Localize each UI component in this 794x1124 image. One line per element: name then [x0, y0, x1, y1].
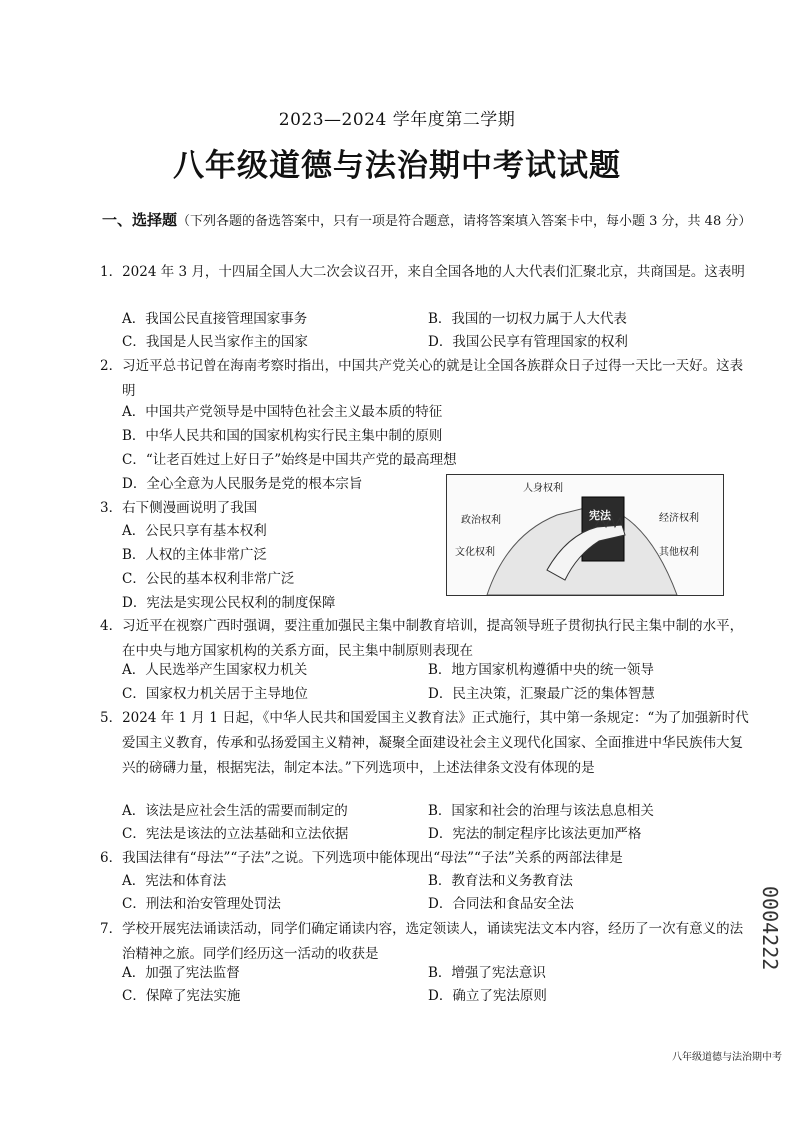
option-d: D．宪法是实现公民权利的制度保障 [122, 595, 336, 611]
option-d: D．全心全意为人民服务是党的根本宗旨 [122, 476, 363, 492]
exam-term: 2023—2024 学年度第二学期 [278, 110, 516, 130]
figure-label: 人身权利 [523, 483, 563, 494]
option-a: A．加强了宪法监督 [122, 965, 240, 981]
figure-label: 经济权利 [659, 513, 699, 524]
question-stem: 3．右下侧漫画说明了我国 [100, 500, 258, 516]
section-instruction: （下列各题的备选答案中，只有一项是符合题意，请将答案填入答案卡中，每小题 3 分，共 48 分） [177, 214, 752, 229]
option-a: A．宪法和体育法 [122, 873, 227, 889]
option-a: A．该法是应社会生活的需要而制定的 [122, 803, 348, 819]
option-d: D．合同法和食品安全法 [428, 896, 574, 912]
question-6 [100, 846, 750, 871]
question-stem: 7．学校开展宪法诵读活动，同学们确定诵读内容，选定领读人，诵读宪法文本内容，经历了一次有意义的法治精神之旅。同学们经历这一活动的收获是 [100, 921, 744, 962]
option-b: B．中华人民共和国的国家机构实行民主集中制的原则 [122, 428, 443, 444]
section-heading [102, 208, 752, 234]
option-d: D．宪法的制定程序比该法更加严格 [428, 826, 642, 842]
option-d: D．确立了宪法原则 [428, 988, 547, 1004]
section-title: 一、选择题 [102, 211, 178, 229]
option-a: A．公民只享有基本权利 [122, 523, 267, 539]
book-title: 宪法 [589, 509, 611, 522]
figure-label: 文化权利 [455, 547, 495, 558]
option-c: C．保障了宪法实施 [122, 988, 241, 1004]
option-c: C．国家权力机关居于主导地位 [122, 686, 308, 702]
option-c: C．公民的基本权利非常广泛 [122, 571, 295, 587]
option-c: C．宪法是该法的立法基础和立法依据 [122, 826, 349, 842]
question-stem: 2．习近平总书记曾在海南考察时指出，中国共产党关心的就是让全国各族群众日子过得一天比一天好。这表明 [100, 358, 744, 399]
question-2 [100, 354, 750, 404]
question-5 [100, 706, 750, 781]
question-1 [100, 260, 750, 285]
figure-label: 政治权利 [461, 515, 501, 526]
question-stem: 5．2024 年 1 月 1 日起，《中华人民共和国爱国主义教育法》正式施行，其中第一条规定：“为了加强新时代爱国主义教育，传承和弘扬爱国主义精神，凝聚全面建设社会主义现代化国家、全面推进中华民族伟大复兴的磅礴力量，根据宪法，制定本法。”下列选项中，上述法律条文没有体现的是 [100, 710, 749, 776]
exam-title: 八年级道德与法治期中考试试题 [173, 148, 621, 184]
question-stem: 4．习近平在视察广西时强调，要注重加强民主集中制教育培训，提高领导班子贯彻执行民主集中制的水平，在中央与地方国家机构的关系方面，民主集中制原则表现在 [100, 618, 744, 659]
option-d: D．民主决策，汇聚最广泛的集体智慧 [428, 686, 655, 702]
question-stem: 6．我国法律有“母法”“子法”之说。下列选项中能体现出“母法”“子法”关系的两部法律是 [100, 850, 623, 866]
option-d: D．我国公民享有管理国家的权利 [428, 334, 628, 350]
option-b: B．教育法和义务教育法 [428, 873, 573, 889]
option-b: B．人权的主体非常广泛 [122, 547, 267, 563]
option-c: C．“让老百姓过上好日子”始终是中国共产党的最高理想 [122, 452, 457, 468]
option-b: B．国家和社会的治理与该法息息相关 [428, 803, 654, 819]
option-b: B．地方国家机构遵循中央的统一领导 [428, 662, 654, 678]
question-3 [100, 496, 440, 521]
page-footer: 八年级道德与法治期中考 [672, 1052, 782, 1063]
question-4 [100, 614, 750, 664]
side-code-text: 0004222 [758, 886, 782, 971]
option-b: B．我国的一切权力属于人大代表 [428, 311, 627, 327]
option-a: A．中国共产党领导是中国特色社会主义最本质的特征 [122, 404, 443, 420]
figure-label: 其他权利 [659, 547, 699, 558]
question-stem: 1．2024 年 3 月，十四届全国人大二次会议召开，来自全国各地的人大代表们汇聚北京，共商国是。这表明 [100, 264, 745, 280]
option-b: B．增强了宪法意识 [428, 965, 546, 981]
option-c: C．刑法和治安管理处罚法 [122, 896, 281, 912]
option-a: A．人民选举产生国家权力机关 [122, 662, 308, 678]
question-7 [100, 917, 750, 967]
side-serial-code [760, 886, 780, 970]
option-a: A．我国公民直接管理国家事务 [122, 311, 308, 327]
constitution-cartoon [446, 474, 724, 596]
option-c: C．我国是人民当家作主的国家 [122, 334, 308, 350]
cartoon-illustration [447, 475, 723, 595]
